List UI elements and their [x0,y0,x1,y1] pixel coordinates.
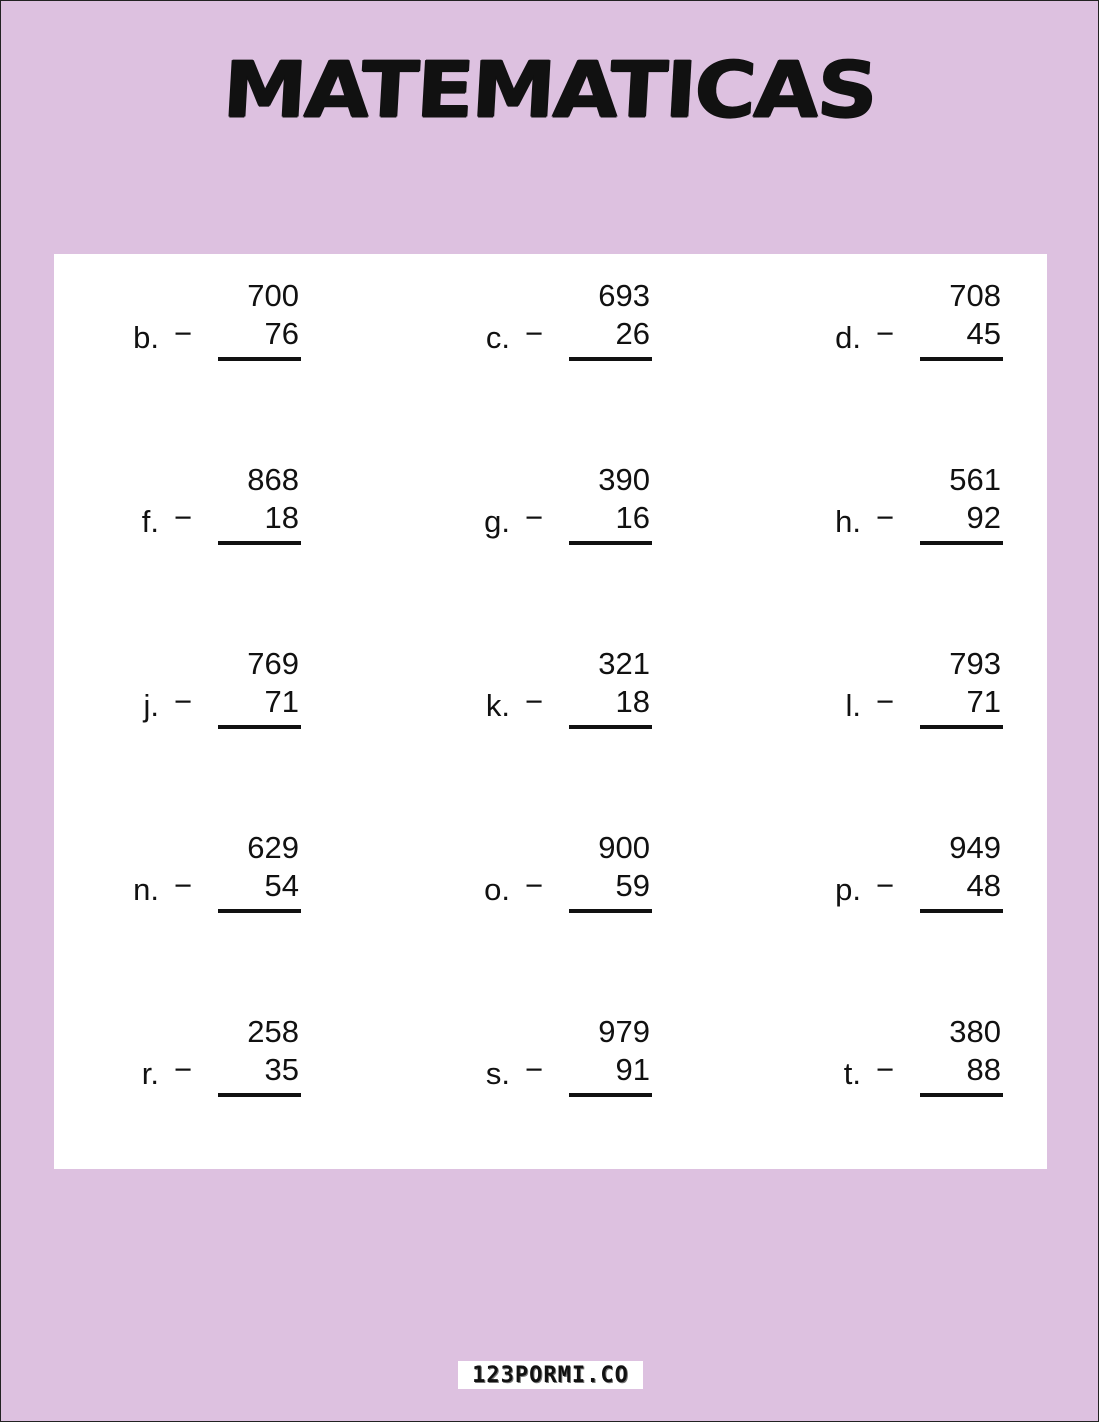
answer-line [218,909,301,913]
problem-letter: b. [133,320,159,355]
subtrahend: 26 [615,316,650,351]
problems-panel [54,254,1047,1169]
problem-d [801,278,1001,368]
minus-sign: − [525,316,544,351]
problem-letter: f. [141,504,159,539]
minuend: 258 [247,1014,299,1049]
problem-b [99,278,299,368]
problem-h [801,462,1001,552]
problem-letter: n. [133,872,159,907]
minuend: 693 [598,278,650,313]
problem-letter: c. [485,320,510,355]
minus-sign: − [174,1052,193,1087]
minus-sign: − [525,1052,544,1087]
answer-line [569,1093,652,1097]
answer-line [920,725,1003,729]
problem-o [450,830,650,920]
problem-j [99,646,299,736]
problem-letter: s. [485,1056,510,1091]
minus-sign: − [876,500,895,535]
problem-letter: d. [835,320,861,355]
subtrahend: 48 [966,868,1001,903]
answer-line [218,725,301,729]
minuend: 380 [949,1014,1001,1049]
minus-sign: − [174,868,193,903]
problem-letter: p. [835,872,861,907]
minus-sign: − [876,316,895,351]
subtrahend: 18 [264,500,299,535]
subtrahend: 76 [264,316,299,351]
minus-sign: − [525,684,544,719]
answer-line [569,909,652,913]
minuend: 561 [949,462,1001,497]
problem-s [450,1014,650,1104]
answer-line [569,725,652,729]
minuend: 900 [598,830,650,865]
subtrahend: 71 [966,684,1001,719]
answer-line [920,1093,1003,1097]
subtrahend: 16 [615,500,650,535]
minus-sign: − [876,684,895,719]
minus-sign: − [525,868,544,903]
minus-sign: − [525,500,544,535]
minuend: 769 [247,646,299,681]
subtrahend: 54 [264,868,299,903]
subtrahend: 88 [966,1052,1001,1087]
minuend: 629 [247,830,299,865]
answer-line [920,541,1003,545]
minus-sign: − [174,500,193,535]
problem-f [99,462,299,552]
problem-k [450,646,650,736]
problem-letter: h. [835,504,861,539]
site-logo: 123PORMI.CO [458,1361,643,1389]
minus-sign: − [174,684,193,719]
subtrahend: 71 [264,684,299,719]
subtrahend: 18 [615,684,650,719]
minuend: 868 [247,462,299,497]
minuend: 708 [949,278,1001,313]
problem-letter: k. [485,688,510,723]
problem-t [801,1014,1001,1104]
minus-sign: − [174,316,193,351]
minuend: 321 [598,646,650,681]
problem-g [450,462,650,552]
minuend: 979 [598,1014,650,1049]
answer-line [218,541,301,545]
problem-n [99,830,299,920]
subtrahend: 91 [615,1052,650,1087]
minuend: 949 [949,830,1001,865]
answer-line [218,1093,301,1097]
minuend: 390 [598,462,650,497]
minus-sign: − [876,1052,895,1087]
subtrahend: 45 [966,316,1001,351]
answer-line [569,357,652,361]
minuend: 700 [247,278,299,313]
problem-letter: l. [845,688,861,723]
answer-line [920,909,1003,913]
problem-letter: r. [141,1056,159,1091]
problem-letter: o. [484,872,510,907]
problem-p [801,830,1001,920]
answer-line [569,541,652,545]
page-title: MATEMATICAS [220,44,879,136]
problem-r [99,1014,299,1104]
subtrahend: 35 [264,1052,299,1087]
minuend: 793 [949,646,1001,681]
problem-letter: t. [843,1056,861,1091]
problem-letter: j. [143,688,159,723]
problem-c [450,278,650,368]
problem-letter: g. [484,504,510,539]
answer-line [920,357,1003,361]
subtrahend: 92 [966,500,1001,535]
subtrahend: 59 [615,868,650,903]
problem-l [801,646,1001,736]
answer-line [218,357,301,361]
minus-sign: − [876,868,895,903]
